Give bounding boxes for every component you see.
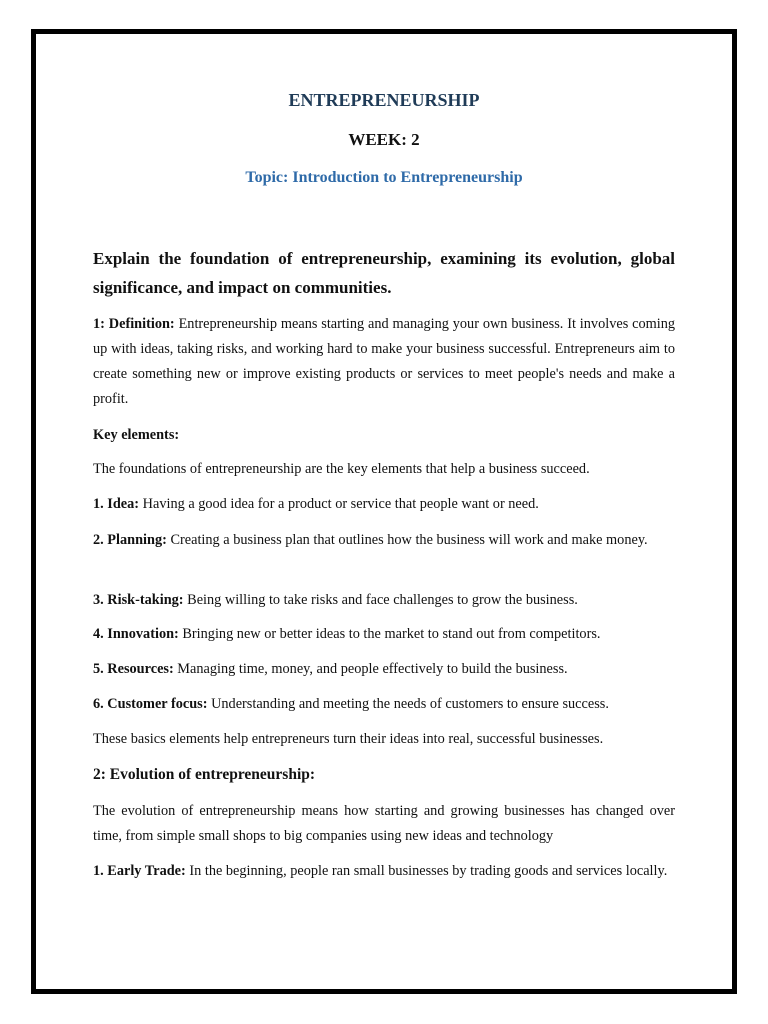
- element-item-resources: [93, 657, 675, 682]
- element-item-customer-focus: [93, 692, 675, 717]
- element-item-planning: [93, 528, 675, 553]
- element-text: Bringing new or better ideas to the market to stand out from competitors.: [178, 626, 601, 642]
- early-trade-label: 1. Early Trade:: [93, 863, 186, 879]
- element-label: 6. Customer focus:: [93, 696, 208, 712]
- topic-heading: Topic: Introduction to Entrepreneurship: [245, 169, 523, 186]
- definition-text: Entrepreneurship means starting and managing your own business. It involves coming up with ideas, taking risks, and working hard to make your business successful. Entrepreneurs aim to create something new or improve existing products or services to meet people's needs and make a profit.: [93, 316, 675, 407]
- evolution-intro: The evolution of entrepreneurship means how starting and growing businesses has changed over time, from simple small shops to big companies using new ideas and technology: [93, 803, 675, 844]
- element-label: 3. Risk-taking:: [93, 592, 184, 608]
- elements-summary: These basics elements help entrepreneurs turn their ideas into real, successful businesses.: [93, 731, 604, 747]
- element-item-innovation: [93, 622, 675, 647]
- element-label: 5. Resources:: [93, 661, 174, 677]
- element-text: Understanding and meeting the needs of customers to ensure success.: [207, 696, 609, 712]
- key-elements-heading: Key elements:: [93, 427, 180, 443]
- element-item-idea: [93, 492, 675, 517]
- document-body: [93, 88, 675, 879]
- element-text: Having a good idea for a product or service that people want or need.: [139, 496, 539, 512]
- evolution-heading: 2: Evolution of entrepreneurship:: [93, 766, 316, 783]
- element-label: 2. Planning:: [93, 532, 167, 548]
- definition-paragraph: [93, 312, 675, 412]
- early-trade-paragraph: [93, 859, 675, 884]
- element-label: 4. Innovation:: [93, 626, 179, 642]
- element-item-risk-taking: [93, 588, 675, 613]
- key-elements-intro: The foundations of entrepreneurship are the key elements that help a business succeed.: [93, 461, 590, 477]
- definition-label: 1: Definition:: [93, 316, 175, 332]
- element-text: Creating a business plan that outlines how the business will work and make money.: [166, 532, 648, 548]
- element-text: Managing time, money, and people effectively to build the business.: [173, 661, 568, 677]
- document-title: ENTREPRENEURSHIP: [288, 90, 480, 110]
- question-text: Explain the foundation of entrepreneurship, examining its evolution, global significance, and impact on communities.: [93, 249, 675, 297]
- element-text: Being willing to take risks and face challenges to grow the business.: [183, 592, 578, 608]
- element-label: 1. Idea:: [93, 496, 140, 512]
- early-trade-text: In the beginning, people ran small businesses by trading goods and services locally.: [185, 863, 668, 879]
- week-heading: WEEK: 2: [348, 130, 420, 149]
